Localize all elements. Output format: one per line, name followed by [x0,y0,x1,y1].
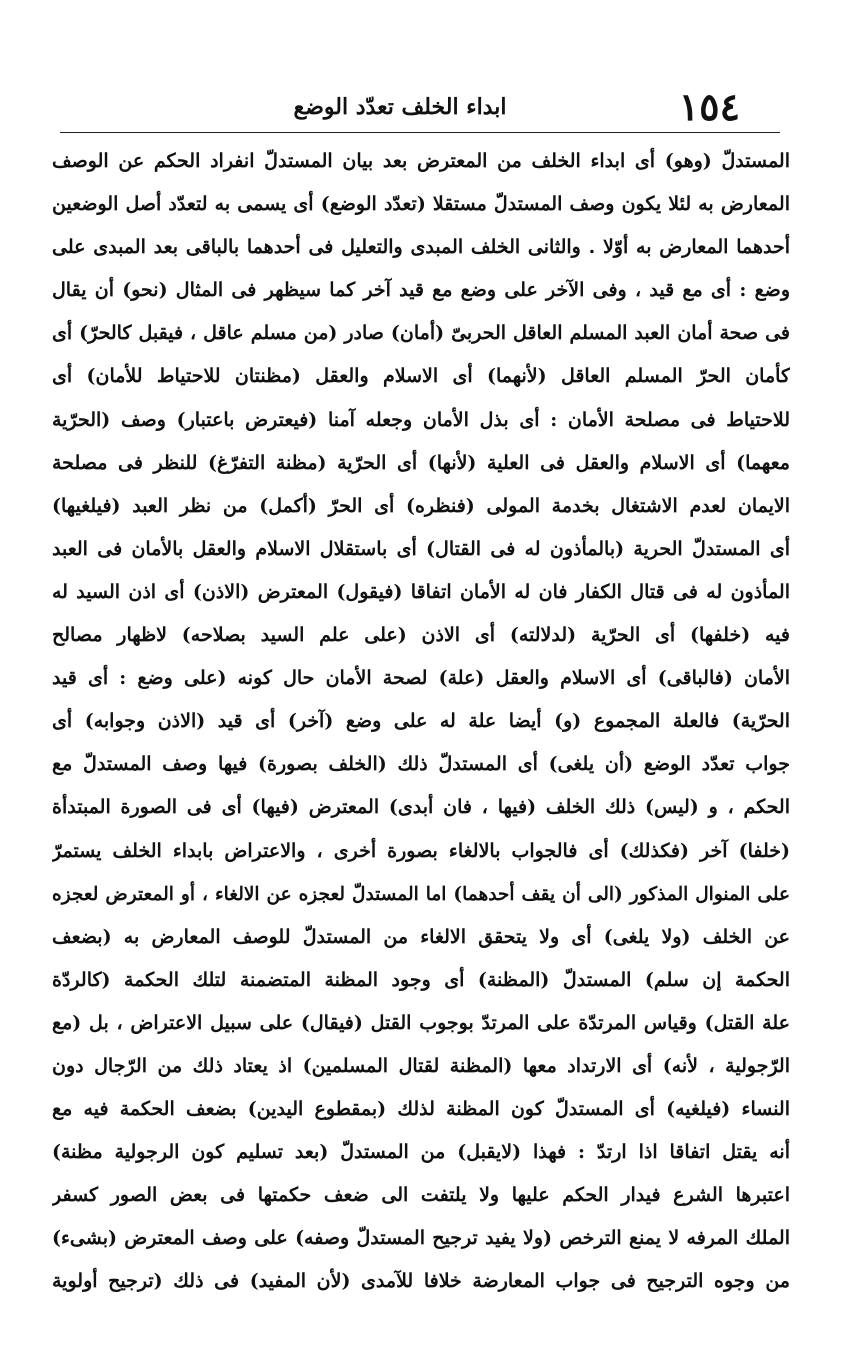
text-line: علة القتل) وقياس المرتدّة على المرتدّ بوجوب القتل (فيقال) على سبيل الاعتراض ، بل (مع [52,1011,790,1034]
page-header [60,84,740,130]
text-line: اعتبرها الشرع فيدار الحكم عليها ولا يلتفت الى ضعف حكمتها فى بعض الصور كسفر [52,1184,790,1207]
text-line: فيه (خلفها) أى الحرّية (لدلالته) أى الاذن (على علم السيد بصلاحه) لاظهار مصالح [52,624,790,647]
body-text [52,140,790,1304]
text-line: عن الخلف (ولا يلغى) أى ولا يتحقق الالغاء من المستدلّ للوصف المعارض به (بضعف [52,925,790,948]
text-line: كأمان الحرّ المسلم العاقل (لأنهما) أى الاسلام والعقل (مظنتان للاحتياط للأمان) أى [52,365,790,388]
text-line: على المنوال المذكور (الى أن يقف أحدهما) اما المستدلّ لعجزه عن الالغاء ، أو المعترض لعجزه [52,883,790,905]
text-line: أنه يقتل اتفاقا اذا ارتدّ : فهذا (لايقبل) من المستدلّ (بعد تسليم كون الرجولية مظنة) [52,1141,790,1164]
page-number: ١٥٤ [678,84,740,129]
text-line: الحرّية) فالعلة المجموع (و) أيضا علة له على وضع (آخر) أى قيد (الاذن وجوابه) أى [52,710,790,733]
text-line: من وجوه الترجيح فى جواب المعارضة خلافا للآمدى (لأن المفيد) فى ذلك (ترجيح أولوية [52,1270,790,1293]
text-line: الايمان لعدم الاشتغال بخدمة المولى (فنظره) أى الحرّ (أكمل) من نظر العبد (فيلغيها) [52,494,790,517]
text-line: المستدلّ (وهو) أى ابداء الخلف من المعترض بعد بيان المستدلّ انفراد الحكم عن الوصف [52,150,790,172]
text-line: المأذون له فى قتال الكفار فان له الأمان اتفاقا (فيقول) المعترض (الاذن) أى اذن السيد له [52,580,790,603]
text-line: الحكمة إن سلم) المستدلّ (المظنة) أى وجود المظنة المتضمنة لتلك الحكمة (كالردّة [52,968,790,991]
text-line: للاحتياط فى مصلحة الأمان : أى بذل الأمان وجعله آمنا (فيعترض باعتبار) وصف (الحرّية [52,408,790,431]
text-line: الأمان (فالباقى) أى الاسلام والعقل (علة) لصحة الأمان حال كونه (على وضع : أى قيد [52,667,790,690]
text-line: (خلفا) آخر (فكذلك) أى فالجواب بالالغاء بصورة أخرى ، والاعتراض بابداء الخلف يستمرّ [52,839,790,862]
text-line: الحكم ، و (ليس) ذلك الخلف (فيها ، فان أبدى) المعترض (فيها) أى فى الصورة المبتدأة [52,796,790,819]
text-line: الملك المرفه لا يمنع الترخص (ولا يفيد ترجيح المستدلّ وصفه) على وصف المعترض (بشىء) [52,1227,790,1250]
text-line: النساء (فيلغيه) أى المستدلّ كون المظنة لذلك (بمقطوع اليدين) بضعف الحكمة فيه مع [52,1098,790,1121]
text-line: جواب تعدّد الوضع (أن يلغى) أى المستدلّ ذلك (الخلف بصورة) فيها وصف المستدلّ مع [52,753,790,776]
text-line: أى المستدلّ الحرية (بالمأذون له فى القتال) أى باستقلال الاسلام والعقل بالأمان فى العبد [52,537,790,560]
text-line: الرّجولية ، لأنه) أى الارتداد معها (المظنة لقتال المسلمين) اذ يعتاد ذلك من الرّجال دون [52,1054,790,1077]
text-line: وضع : أى مع قيد ، وفى الآخر على وضع مع قيد آخر كما سيظهر فى المثال (نحو) أن يقال [52,279,790,302]
header-rule [60,132,780,133]
text-line: فى صحة أمان العبد المسلم العاقل الحربىّ (أمان) صادر (من مسلم عاقل ، فيقبل كالحرّ) أى [52,322,790,345]
text-line: أحدهما المعارض به أوّلا . والثانى الخلف المبدى والتعليل فى أحدهما بالباقى بعد المبدى على [52,236,790,259]
text-line: معهما) أى الاسلام والعقل فى العلية (لأنها) أى الحرّية (مظنة التفرّغ) للنظر فى مصلحة [52,451,790,474]
running-title: ابداء الخلف تعدّد الوضع [293,94,507,120]
text-line: المعارض به لئلا يكون وصف المستدلّ مستقلا (تعدّد الوضع) أى يسمى به لتعدّد أصل الوضعين [52,193,790,216]
